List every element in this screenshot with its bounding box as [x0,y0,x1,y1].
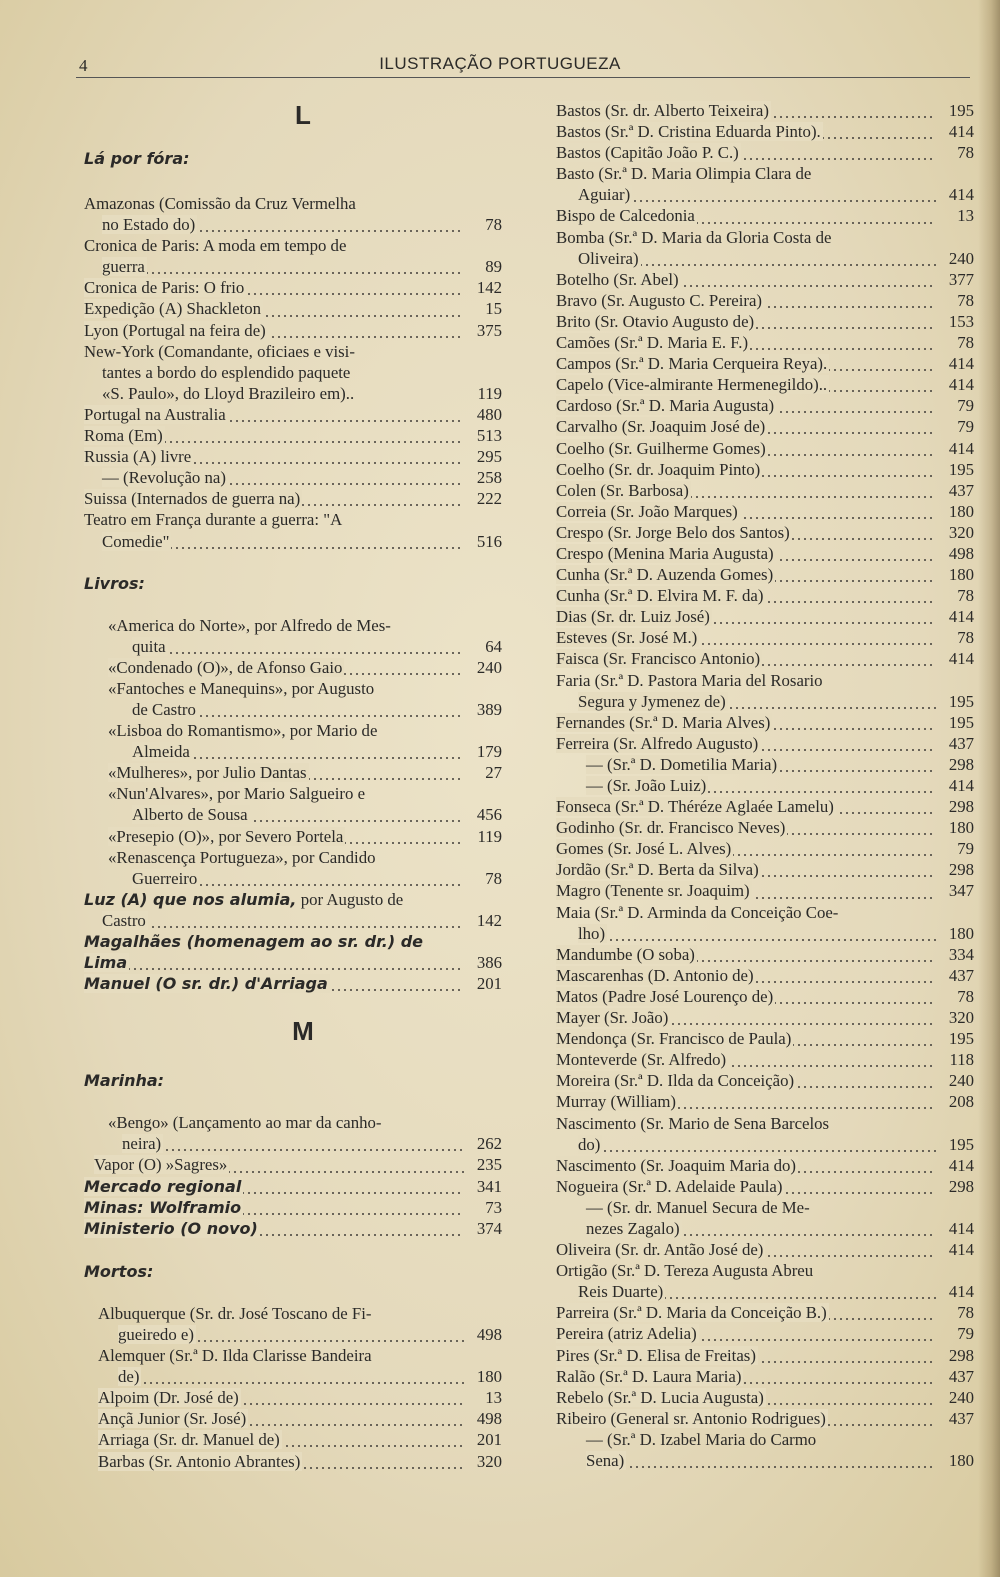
page-number: 4 [79,56,88,75]
index-entry: Teatro em França durante a guerra: "A [84,510,343,530]
index-entry: Ferreira (Sr. Alfredo Augusto) 437 [556,733,974,753]
index-entry: Arriaga (Sr. dr. Manuel de) 201 [98,1430,502,1450]
index-entry-magalhaes: Magalhães (homenagem ao sr. dr.) de [84,932,424,951]
index-entry: Pereira (atriz Adelia) 79 [556,1324,974,1344]
index-entry: Mendonça (Sr. Francisco de Paula) 195 [556,1029,974,1049]
index-entry: Rebelo (Sr.ª D. Lucia Augusta) 240 [556,1387,974,1407]
index-entry-manuel: Manuel (O sr. dr.) d'Arriaga 201 [84,974,502,994]
index-entry-luz: Luz (A) que nos alumia, por Augusto de [84,889,404,909]
index-entry: Bomba (Sr.ª D. Maria da Gloria Costa de [556,227,832,247]
index-entry: Russia (A) livre 295 [84,447,502,467]
index-entry: Godinho (Sr. dr. Francisco Neves) 180 [556,818,974,838]
index-entry: Faisca (Sr. Francisco Antonio) 414 [556,649,974,669]
index-entry: Nascimento (Sr. Mario de Sena Barcelos [556,1113,830,1133]
section-marinha: Marinha: [84,1071,165,1091]
index-entry: Ortigão (Sr.ª D. Tereza Augusta Abreu [556,1261,814,1281]
index-entry-cont: tantes a bordo do esplendido paquete [102,362,351,382]
header-rule [76,77,970,78]
index-entry: Bravo (Sr. Augusto C. Pereira) 78 [556,290,974,310]
index-entry-cont: Sena) 180 [586,1451,974,1470]
index-entry: Murray (William) 208 [556,1092,974,1112]
section-la-por-fora: Lá por fóra: [84,149,190,168]
index-entry: «Presepio (O)», por Severo Portela 119 [108,826,502,846]
index-entry-cont: Castro 142 [102,910,502,930]
index-entry: Vapor (O) »Sagres» 235 [94,1155,502,1175]
index-entry: Cardoso (Sr.ª D. Maria Augusta) 79 [556,396,974,416]
index-entry: Cunha (Sr.ª D. Auzenda Gomes) 180 [556,565,974,585]
index-entry: Coelho (Sr. dr. Joaquim Pinto) 195 [556,459,974,479]
index-entry-cont: lho) 180 [578,923,974,943]
index-entry: Mascarenhas (D. Antonio de) 437 [556,965,974,985]
letter-heading-m: M [292,1016,314,1047]
index-entry: «Fantoches e Manequins», por Augusto [108,678,375,698]
index-entry: Cronica de Paris: O frio 142 [84,278,502,298]
section-mortos: Mortos: [84,1261,154,1281]
index-entry: — (Sr. João Luiz) 414 [586,776,974,795]
index-entry: Campos (Sr.ª D. Maria Cerqueira Reya). 414 [556,354,974,374]
index-entry: Bastos (Capitão João P. C.) 78 [556,143,974,163]
index-entry: Gomes (Sr. José L. Alves) 79 [556,839,974,859]
index-entry: Esteves (Sr. José M.) 78 [556,628,974,648]
index-entry: Parreira (Sr.ª D. Maria da Conceição B.) 78 [556,1303,974,1323]
index-entry: «Condenado (O)», de Afonso Gaio 240 [108,657,502,677]
index-entry: — (Sr. dr. Manuel Secura de Me- [586,1197,810,1217]
index-entry: Crespo (Menina Maria Augusta) 498 [556,543,974,563]
index-entry: — (Revolução na) 258 [102,468,502,488]
index-entry-cont: nezes Zagalo) 414 [586,1218,974,1238]
running-title: ILUSTRAÇÃO PORTUGUEZA [379,54,621,73]
index-entry: «America do Norte», por Alfredo de Mes- [108,615,391,635]
index-entry: Bispo de Calcedonia 13 [556,206,974,226]
section-livros: Livros: [84,573,145,593]
index-entry-cont: do) 195 [578,1134,974,1154]
index-entry: Alpoim (Dr. José de) 13 [98,1388,502,1408]
index-entry: Capelo (Vice-almirante Hermenegildo).. 414 [556,375,974,395]
index-entry-cont: Oliveira) 240 [578,248,974,268]
index-entry-cont: guerra 89 [102,257,502,277]
index-entry: Basto (Sr.ª D. Maria Olimpia Clara de [556,164,812,184]
index-entry: Moreira (Sr.ª D. Ilda da Conceição) 240 [556,1071,974,1091]
index-entry-cont: quita 64 [132,636,502,656]
index-entry: «Lisboa do Romantismo», por Mario de [108,721,378,741]
index-entry: Correia (Sr. João Marques) 180 [556,501,974,521]
index-entry: Oliveira (Sr. dr. Antão José de) 414 [556,1240,974,1260]
index-entry: New-York (Comandante, oficiaes e visi- [84,341,355,361]
index-entry: Jordão (Sr.ª D. Berta da Silva) 298 [556,860,974,880]
index-entry: Mandumbe (O soba) 334 [556,944,974,964]
index-column-left [84,100,502,1472]
index-entry: Magro (Tenente sr. Joaquim) 347 [556,881,974,901]
index-entry-cont: de Castro 389 [132,699,502,719]
index-entry-minas: Minas: Wolframio 73 [84,1197,502,1217]
index-entry: Maia (Sr.ª D. Arminda da Conceição Coe- [556,902,839,922]
index-entry: Crespo (Sr. Jorge Belo dos Santos) 320 [556,522,974,542]
index-entry: Roma (Em) 513 [84,426,502,446]
index-entry: Faria (Sr.ª D. Pastora Maria del Rosario [556,670,823,690]
index-entry-ministerio: Ministerio (O novo) 374 [84,1218,502,1238]
index-entry: Colen (Sr. Barbosa) 437 [556,480,974,500]
index-entry-cont: Guerreiro 78 [132,868,502,888]
index-entry: Bastos (Sr.ª D. Cristina Eduarda Pinto). 414 [556,122,974,142]
index-entry-cont: Segura y Jymenez de) 195 [578,691,974,711]
index-entry: Lyon (Portugal na feira de) 375 [84,320,502,340]
index-entry: Fonseca (Sr.ª D. Théréze Aglaée Lamelu) 298 [556,797,974,817]
index-column-right [556,100,974,1471]
index-entry: Mayer (Sr. João) 320 [556,1008,974,1028]
index-entry: Ralão (Sr.ª D. Laura Maria) 437 [556,1366,974,1386]
page-edge-shadow [978,0,1000,1577]
index-entry: — (Sr.ª D. Dometilia Maria) 298 [586,754,974,774]
index-entry: Fernandes (Sr.ª D. Maria Alves) 195 [556,712,974,732]
index-entry-cont: Aguiar) 414 [578,185,974,205]
index-entry: Ançã Junior (Sr. José) 498 [98,1409,502,1429]
index-entry: Amazonas (Comissão da Cruz Vermelha [84,194,356,213]
index-entry: Botelho (Sr. Abel) 377 [556,269,974,289]
index-entry-cont: gueiredo e) 498 [118,1324,502,1344]
index-entry-cont: Almeida 179 [132,742,502,762]
index-entry: Ribeiro (General sr. Antonio Rodrigues) 437 [556,1408,974,1428]
index-entry: Nogueira (Sr.ª D. Adelaide Paula) 298 [556,1176,974,1196]
index-entry: «Renascença Portugueza», por Candido [108,847,376,867]
index-entry: Camões (Sr.ª D. Maria E. F.) 78 [556,333,974,353]
index-entry: «Mulheres», por Julio Dantas 27 [108,763,502,783]
index-entry-cont: Lima 386 [84,953,502,973]
index-entry: Matos (Padre José Lourenço de) 78 [556,986,974,1006]
index-entry-cont: Reis Duarte) 414 [578,1282,974,1302]
letter-heading-l: L [295,100,311,130]
index-entry: Suissa (Internados de guerra na) 222 [84,489,502,509]
index-entry-cont: no Estado do) 78 [102,215,502,235]
index-entry-cont: de) 180 [118,1367,502,1387]
index-entry: Pires (Sr.ª D. Elisa de Freitas) 298 [556,1345,974,1365]
index-entry-cont: Comedie" 516 [102,531,502,551]
index-entry: Alemquer (Sr.ª D. Ilda Clarisse Bandeira [98,1346,372,1366]
index-entry: «Bengo» (Lançamento ao mar da canho- [108,1113,382,1133]
index-entry: Albuquerque (Sr. dr. José Toscano de Fi- [98,1303,372,1323]
index-entry: Dias (Sr. dr. Luiz José) 414 [556,607,974,627]
index-entry: Bastos (Sr. dr. Alberto Teixeira) 195 [556,101,974,120]
index-entry-cont: Alberto de Sousa 456 [132,805,502,825]
index-entry: Portugal na Australia 480 [84,404,502,424]
index-entry: «Nun'Alvares», por Mario Salgueiro e [108,784,366,804]
index-entry-mercado: Mercado regional 341 [84,1176,502,1196]
index-entry: Monteverde (Sr. Alfredo) 118 [556,1050,974,1070]
index-entry: — (Sr.ª D. Izabel Maria do Carmo [586,1429,817,1449]
index-entry: Coelho (Sr. Guilherme Gomes) 414 [556,438,974,458]
index-entry-cont: neira) 262 [122,1134,502,1154]
index-entry: Nascimento (Sr. Joaquim Maria do) 414 [556,1155,974,1175]
index-entry-cont: «S. Paulo», do Lloyd Brazileiro em).. 119 [102,383,502,403]
index-entry: Barbas (Sr. Antonio Abrantes) 320 [98,1451,502,1471]
index-entry: Cronica de Paris: A moda em tempo de [84,236,347,256]
index-entry: Expedição (A) Shackleton 15 [84,299,502,319]
index-entry: Cunha (Sr.ª D. Elvira M. F. da) 78 [556,586,974,606]
index-entry: Brito (Sr. Otavio Augusto de) 153 [556,311,974,331]
index-entry: Carvalho (Sr. Joaquim José de) 79 [556,417,974,437]
